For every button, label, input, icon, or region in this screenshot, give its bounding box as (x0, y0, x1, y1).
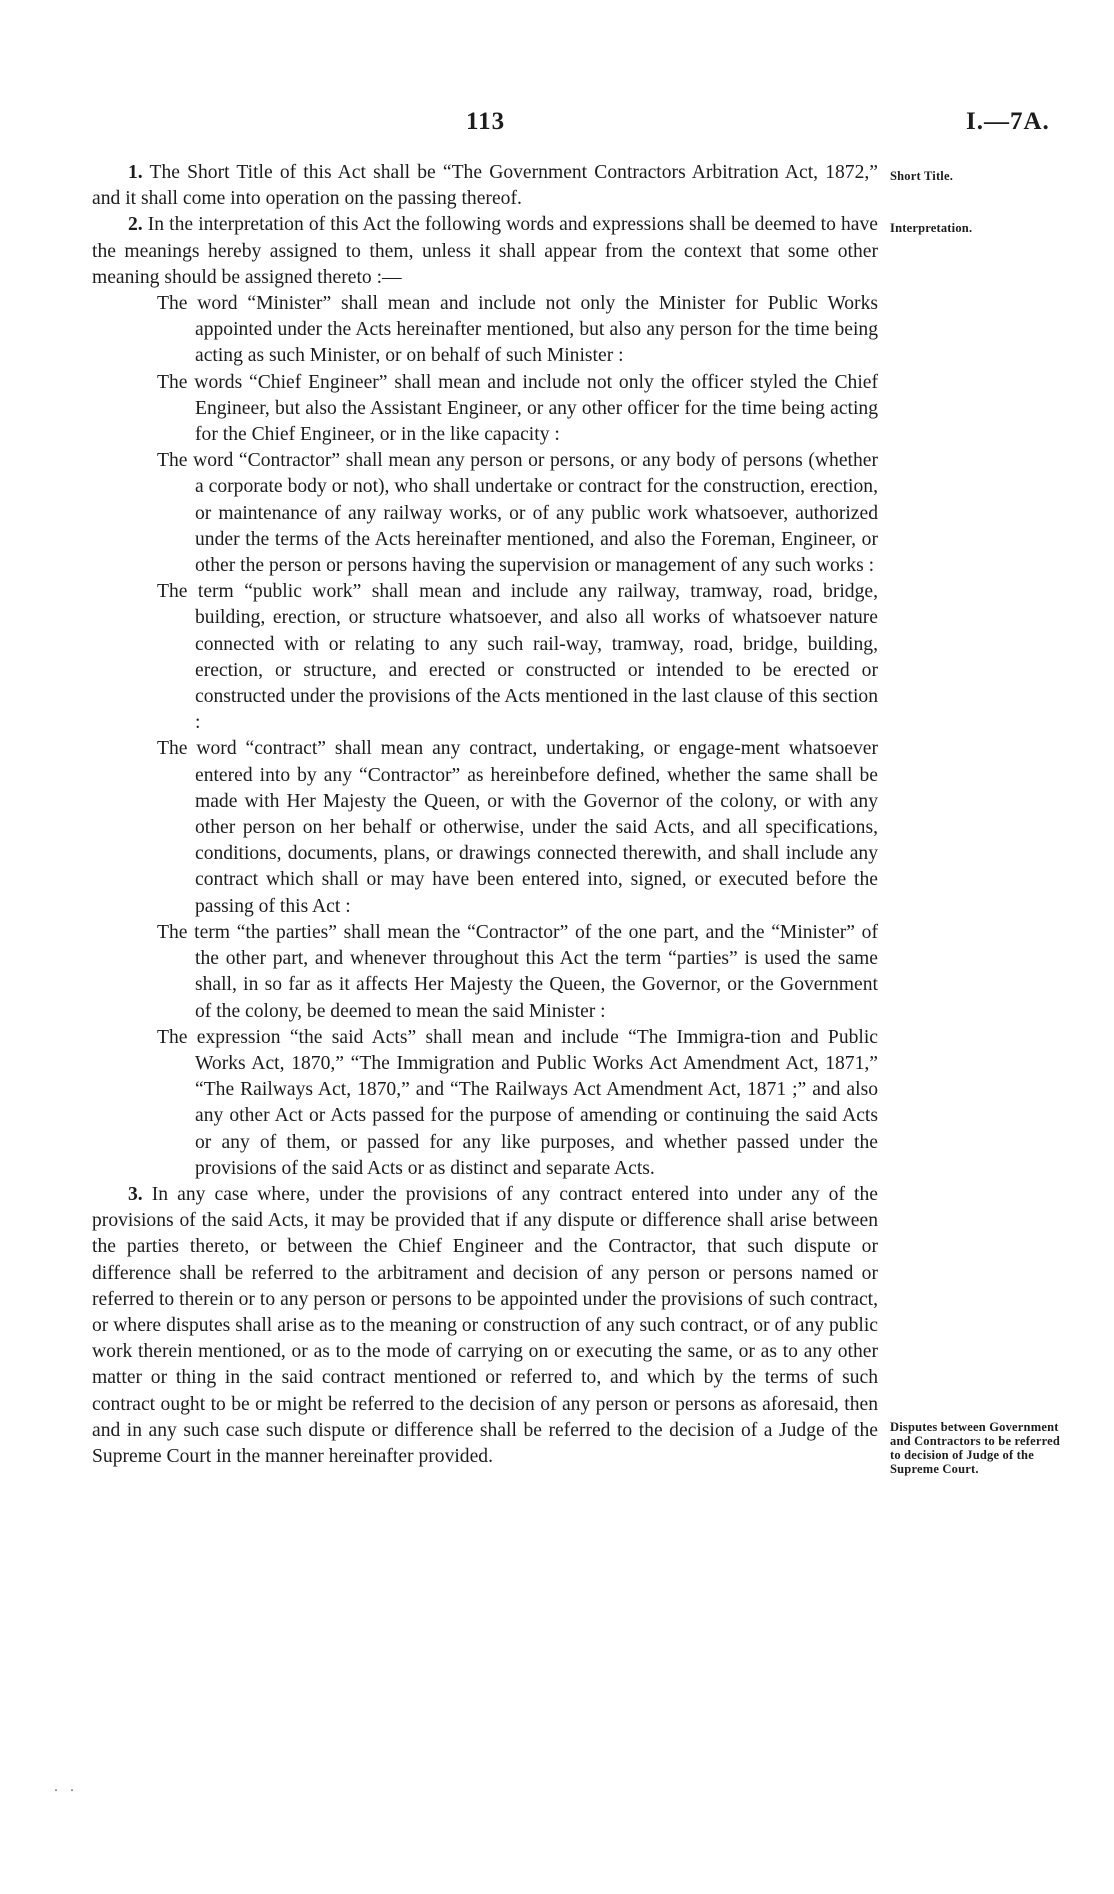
scan-marks: . . (54, 1778, 78, 1795)
section-number: 2. (128, 214, 143, 236)
page-number: 113 (466, 108, 506, 135)
section-number: 1. (128, 162, 143, 183)
page-header (0, 108, 1114, 142)
section-1 (92, 160, 878, 212)
definition-contractor: The word “Contractor” shall mean any person or persons, or any body of persons (whether a corporate body or not), who shall undertake or contract for the construction, erection, or maintenance of any railway works, or of any public work whatsoever, authorized under the terms of the Acts hereinafter mentioned, and also the Foreman, Engineer, or other the person or persons having the supervision or management of any such works : (157, 450, 878, 577)
act-body (92, 160, 878, 1470)
definition-contract: The word “contract” shall mean any contract, undertaking, or engage-ment whatsoever entered into by any “Contractor” as hereinbefore defined, whether the same shall be made with Her Majesty the Queen, or with the Governor of the colony, or with any other person on her behalf or otherwise, under the said Acts, and all specifications, conditions, documents, plans, or drawings connected therewith, and shall include any contract which shall or may have been entered into, signed, or executed before the passing of this Act : (157, 738, 878, 917)
definition-chief-engineer: The words “Chief Engineer” shall mean and include not only the officer styled the Chief Engineer, but also the Assistant Engineer, or any other officer for the time being acting for the Chief Engineer, or in the like capacity : (157, 371, 878, 446)
section-text: The Short Title of this Act shall be “The Government Contractors Arbitration Act, 1872,” and it shall come into operation on the passing thereof. (92, 162, 879, 210)
section-text: In the interpretation of this Act the following words and expressions shall be deemed to have the meanings hereby assigned to them, unless it shall appear from the context that some other meaning should be assigned thereto :— (92, 214, 878, 288)
section-text: In any case where, under the provisions of any contract entered into under any of the provisions of the said Acts, it may be provided that if any dispute or difference shall arise between the parties thereto, or between the Chief Engineer and the Contractor, that such dispute or difference shall be referred to the arbitrament and decision of any person or persons named or referred to therein or to any person or persons to be appointed under the provisions of such contract, or where disputes shall arise as to the meaning or construction of any such contract, or of any public work therein mentioned, or as to the mode of carrying on or executing the same, or as to any other matter or thing in the said contract mentioned or referred to, and which by the terms of such contract ought to be or might be referred to the decision of any person or persons as aforesaid, then and in any such case such dispute or difference shall be referred to the decision of a Judge of the Supreme Court in the manner hereinafter provided. (92, 1183, 878, 1467)
margin-note-interpretation: Interpretation. (890, 221, 973, 235)
definition-public-work: The term “public work” shall mean and include any railway, tramway, road, bridge, building, erection, or structure whatsoever, and also all works of whatsoever nature connected with or relating to any such rail-way, tramway, road, bridge, building, erection, or structure, and erected or constructed or intended to be erected or constructed under the provisions of the Acts mentioned in the last clause of this section : (157, 581, 878, 734)
margin-note-short-title: Short Title. (890, 169, 954, 183)
section-number: 3. (128, 1183, 143, 1205)
definition-the-parties: The term “the parties” shall mean the “Contractor” of the one part, and the “Minister” of the other part, and whenever throughout this Act the term “parties” is used the same shall, in so far as it affects Her Majesty the Queen, the Governor, or the Government of the colony, be deemed to mean the said Minister : (157, 921, 878, 1022)
section-3 (92, 1182, 878, 1470)
document-code: I.—7A. (966, 108, 1050, 135)
margin-note-disputes: Disputes between Government and Contractors to be referred to decision of Judge of the Supreme Court. (890, 1420, 1061, 1476)
section-2 (92, 212, 878, 291)
definition-the-said-acts: The expression “the said Acts” shall mean and include “The Immigra-tion and Public Works Act, 1870,” “The Immigration and Public Works Act Amendment Act, 1871,” “The Railways Act, 1870,” and “The Railways Act Amendment Act, 1871 ;” and also any other Act or Acts passed for the purpose of amending or continuing the said Acts or any of them, or passed for any like purposes, and whether passed under the provisions of the said Acts or as distinct and separate Acts. (157, 1026, 878, 1179)
definition-minister: The word “Minister” shall mean and include not only the Minister for Public Works appointed under the Acts hereinafter mentioned, but also any person for the time being acting as such Minister, or on behalf of such Minister : (157, 293, 878, 367)
